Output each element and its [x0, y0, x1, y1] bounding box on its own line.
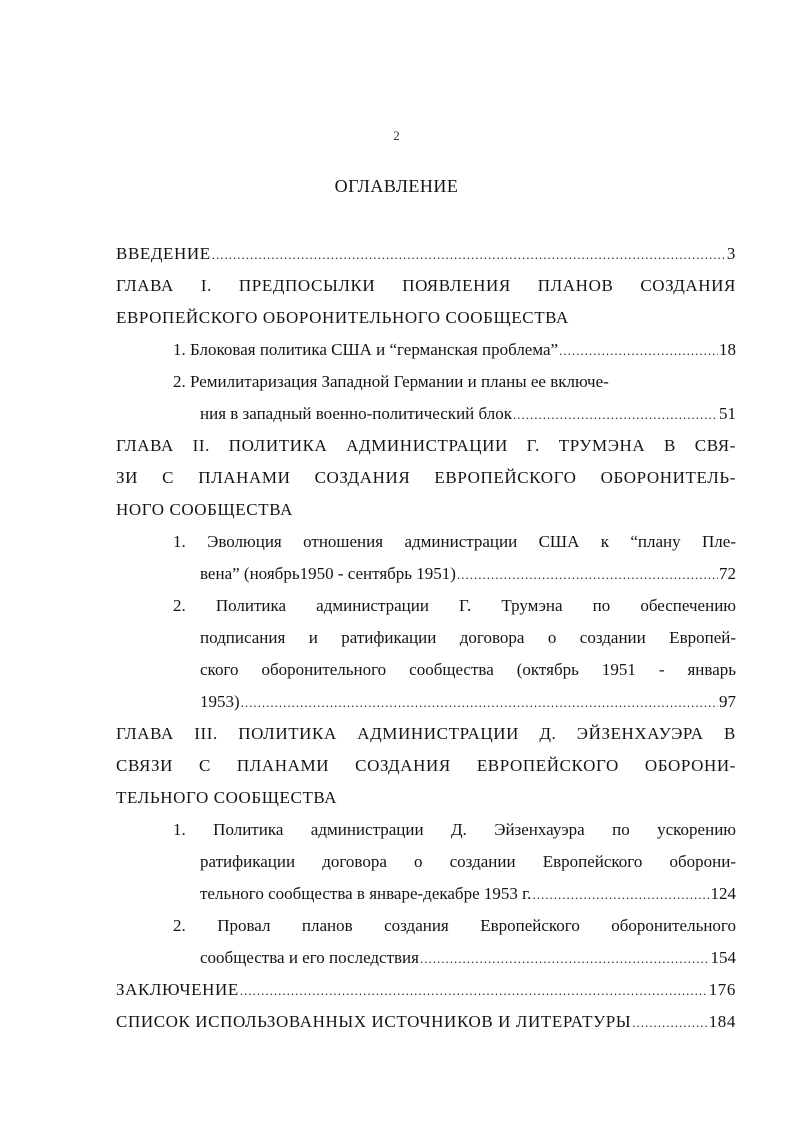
- chapter-3-title-line: СВЯЗИ С ПЛАНАМИ СОЗДАНИЯ ЕВРОПЕЙСКОГО ОБОРОНИ-: [116, 756, 736, 775]
- toc-entry-3-1-line: 1. Политика администрации Д. Эйзенхауэра по ускорению: [173, 820, 736, 839]
- chapter-1-title-line: ГЛАВА I. ПРЕДПОСЫЛКИ ПОЯВЛЕНИЯ ПЛАНОВ СОЗДАНИЯ: [116, 276, 736, 295]
- toc-entry-sources: [116, 1006, 736, 1038]
- entry-page: 3: [726, 244, 736, 263]
- dot-leader: [532, 879, 709, 911]
- entry-text: ЗАКЛЮЧЕНИЕ: [116, 980, 239, 999]
- entry-page: 124: [710, 884, 736, 903]
- chapter-1-title-line: ЕВРОПЕЙСКОГО ОБОРОНИТЕЛЬНОГО СООБЩЕСТВА: [116, 308, 569, 327]
- toc-entry-3-1-line: ратификации договора о создании Европейского оборони-: [200, 852, 736, 871]
- toc-entry-1-2: [116, 398, 736, 430]
- dot-leader: [241, 687, 718, 719]
- entry-page: 97: [719, 692, 736, 711]
- toc-entry-1-1: [116, 334, 736, 366]
- entry-page: 51: [719, 404, 736, 423]
- dot-leader: [513, 399, 718, 431]
- toc-entry-intro: [116, 238, 736, 270]
- toc-entry-1-2-line: 2. Ремилитаризация Западной Германии и планы ее включе-: [173, 372, 609, 391]
- toc-entry-3-2: [116, 942, 736, 974]
- dot-leader: [559, 335, 718, 367]
- entry-text: вена” (ноябрь1950 - сентябрь 1951): [200, 564, 456, 583]
- chapter-2-title-line: НОГО СООБЩЕСТВА: [116, 500, 293, 519]
- chapter-3-title-line: ТЕЛЬНОГО СООБЩЕСТВА: [116, 788, 338, 807]
- entry-text: сообщества и его последствия: [200, 948, 419, 967]
- dot-leader: [457, 559, 718, 591]
- entry-text: СПИСОК ИСПОЛЬЗОВАННЫХ ИСТОЧНИКОВ И ЛИТЕРАТУРЫ: [116, 1012, 632, 1031]
- entry-page: 72: [719, 564, 736, 583]
- dot-leader: [420, 943, 710, 975]
- page-number: 2: [393, 128, 400, 143]
- table-of-contents: [116, 238, 736, 1038]
- entry-page: 18: [719, 340, 736, 359]
- toc-entry-2-1-line: 1. Эволюция отношения администрации США к “плану Пле-: [173, 532, 736, 551]
- toc-entry-2-2-line: подписания и ратификации договора о создании Европей-: [200, 628, 736, 647]
- toc-entry-2-1: [116, 558, 736, 590]
- dot-leader: [212, 239, 726, 271]
- entry-page: 154: [710, 948, 736, 967]
- toc-entry-3-1: [116, 878, 736, 910]
- toc-entry-conclusion: [116, 974, 736, 1006]
- chapter-3-title-line: ГЛАВА III. ПОЛИТИКА АДМИНИСТРАЦИИ Д. ЭЙЗЕНХАУЭРА В: [116, 724, 736, 743]
- page-title: ОГЛАВЛЕНИЕ: [334, 176, 459, 196]
- chapter-2-title-line: ГЛАВА II. ПОЛИТИКА АДМИНИСТРАЦИИ Г. ТРУМЭНА В СВЯ-: [116, 436, 736, 455]
- entry-page: 176: [708, 980, 736, 999]
- toc-entry-3-2-line: 2. Провал планов создания Европейского оборонительного: [173, 916, 736, 935]
- toc-entry-2-2-line: ского оборонительного сообщества (октябрь 1951 - январь: [200, 660, 736, 679]
- entry-text: ния в западный военно-политический блок: [200, 404, 512, 423]
- chapter-2-title-line: ЗИ С ПЛАНАМИ СОЗДАНИЯ ЕВРОПЕЙСКОГО ОБОРОНИТЕЛЬ-: [116, 468, 736, 487]
- entry-text: 1. Блоковая политика США и “германская проблема”: [173, 340, 559, 359]
- entry-text: тельного сообщества в январе-декабре 1953 г.: [200, 884, 532, 903]
- entry-page: 184: [708, 1012, 736, 1031]
- dot-leader: [632, 1007, 708, 1039]
- toc-entry-2-2-line: 2. Политика администрации Г. Трумэна по обеспечению: [173, 596, 736, 615]
- entry-text: ВВЕДЕНИЕ: [116, 244, 211, 263]
- dot-leader: [240, 975, 708, 1007]
- entry-text: 1953): [200, 692, 240, 711]
- toc-entry-2-2: [116, 686, 736, 718]
